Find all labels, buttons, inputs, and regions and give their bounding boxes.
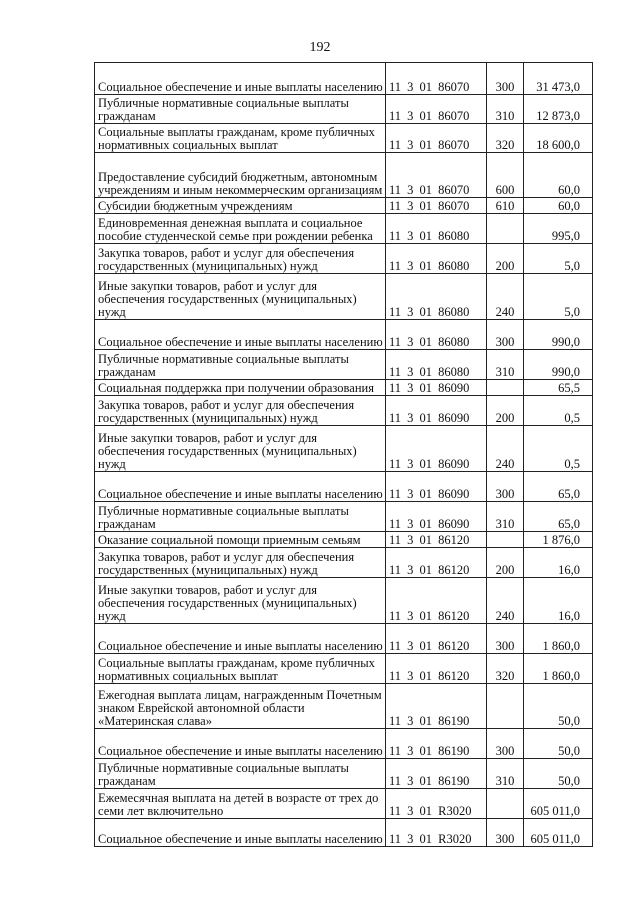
row-name-cell: Социальное обеспечение и иные выплаты населению xyxy=(95,63,386,95)
row-expense-type-cell: 300 xyxy=(487,729,524,759)
table-row xyxy=(95,729,593,759)
row-code-cell: 11 3 01 86080 xyxy=(386,350,487,380)
row-amount-cell: 0,5 xyxy=(524,396,593,426)
row-expense-type-cell: 320 xyxy=(487,124,524,153)
table-row xyxy=(95,124,593,153)
table-row xyxy=(95,153,593,198)
row-amount-cell: 605 011,0 xyxy=(524,789,593,819)
table-row xyxy=(95,198,593,214)
row-expense-type-cell xyxy=(487,532,524,548)
row-amount-cell: 995,0 xyxy=(524,214,593,244)
row-amount-cell: 1 876,0 xyxy=(524,532,593,548)
row-expense-type-cell: 310 xyxy=(487,95,524,124)
row-amount-cell: 50,0 xyxy=(524,729,593,759)
row-amount-cell: 65,0 xyxy=(524,472,593,502)
row-amount-cell: 16,0 xyxy=(524,578,593,624)
table-row xyxy=(95,63,593,95)
row-name-cell: Закупка товаров, работ и услуг для обеспечения государственных (муниципальных) нужд xyxy=(95,548,386,578)
row-name-cell: Социальное обеспечение и иные выплаты населению xyxy=(95,320,386,350)
row-name-cell: Закупка товаров, работ и услуг для обеспечения государственных (муниципальных) нужд xyxy=(95,244,386,274)
table-row xyxy=(95,380,593,396)
table-row xyxy=(95,819,593,847)
row-code-cell: 11 3 01 86120 xyxy=(386,654,487,684)
row-name-cell: Иные закупки товаров, работ и услуг для обеспечения государственных (муниципальных) нужд xyxy=(95,274,386,320)
row-amount-cell: 31 473,0 xyxy=(524,63,593,95)
row-expense-type-cell: 310 xyxy=(487,350,524,380)
row-expense-type-cell: 300 xyxy=(487,320,524,350)
row-code-cell: 11 3 01 86070 xyxy=(386,63,487,95)
row-amount-cell: 60,0 xyxy=(524,153,593,198)
row-code-cell: 11 3 01 86190 xyxy=(386,729,487,759)
row-amount-cell: 5,0 xyxy=(524,244,593,274)
row-amount-cell: 605 011,0 xyxy=(524,819,593,847)
table-row xyxy=(95,759,593,789)
row-code-cell: 11 3 01 86070 xyxy=(386,124,487,153)
row-amount-cell: 1 860,0 xyxy=(524,654,593,684)
row-amount-cell: 990,0 xyxy=(524,350,593,380)
row-name-cell: Публичные нормативные социальные выплаты гражданам xyxy=(95,95,386,124)
row-name-cell: Публичные нормативные социальные выплаты гражданам xyxy=(95,502,386,532)
row-name-cell: Оказание социальной помощи приемным семьям xyxy=(95,532,386,548)
row-expense-type-cell: 320 xyxy=(487,654,524,684)
row-name-cell: Иные закупки товаров, работ и услуг для обеспечения государственных (муниципальных) нужд xyxy=(95,426,386,472)
row-expense-type-cell xyxy=(487,684,524,729)
table-row xyxy=(95,789,593,819)
row-name-cell: Публичные нормативные социальные выплаты гражданам xyxy=(95,759,386,789)
table-row xyxy=(95,320,593,350)
table-row xyxy=(95,472,593,502)
row-expense-type-cell: 600 xyxy=(487,153,524,198)
row-code-cell: 11 3 01 86090 xyxy=(386,502,487,532)
row-code-cell: 11 3 01 86070 xyxy=(386,153,487,198)
row-amount-cell: 65,0 xyxy=(524,502,593,532)
row-code-cell: 11 3 01 R3020 xyxy=(386,819,487,847)
row-code-cell: 11 3 01 86090 xyxy=(386,426,487,472)
row-expense-type-cell: 200 xyxy=(487,396,524,426)
row-code-cell: 11 3 01 86070 xyxy=(386,95,487,124)
row-amount-cell: 16,0 xyxy=(524,548,593,578)
row-name-cell: Единовременная денежная выплата и социальное пособие студенческой семье при рождении ребенка xyxy=(95,214,386,244)
row-name-cell: Закупка товаров, работ и услуг для обеспечения государственных (муниципальных) нужд xyxy=(95,396,386,426)
table-row xyxy=(95,214,593,244)
row-amount-cell: 5,0 xyxy=(524,274,593,320)
row-expense-type-cell: 300 xyxy=(487,819,524,847)
row-expense-type-cell: 240 xyxy=(487,274,524,320)
row-code-cell: 11 3 01 86190 xyxy=(386,759,487,789)
row-expense-type-cell: 240 xyxy=(487,578,524,624)
row-expense-type-cell: 310 xyxy=(487,502,524,532)
row-expense-type-cell xyxy=(487,214,524,244)
table-row xyxy=(95,274,593,320)
row-expense-type-cell: 240 xyxy=(487,426,524,472)
table-row xyxy=(95,654,593,684)
row-amount-cell: 50,0 xyxy=(524,759,593,789)
row-expense-type-cell xyxy=(487,380,524,396)
table-row xyxy=(95,502,593,532)
row-code-cell: 11 3 01 86120 xyxy=(386,578,487,624)
row-expense-type-cell xyxy=(487,789,524,819)
row-amount-cell: 18 600,0 xyxy=(524,124,593,153)
table-row xyxy=(95,532,593,548)
page-number: 192 xyxy=(309,40,331,55)
row-code-cell: 11 3 01 86080 xyxy=(386,244,487,274)
row-expense-type-cell: 310 xyxy=(487,759,524,789)
table-row xyxy=(95,95,593,124)
row-code-cell: 11 3 01 86120 xyxy=(386,532,487,548)
row-amount-cell: 12 873,0 xyxy=(524,95,593,124)
row-code-cell: 11 3 01 86090 xyxy=(386,472,487,502)
row-expense-type-cell: 200 xyxy=(487,244,524,274)
row-name-cell: Предоставление субсидий бюджетным, автономным учреждениям и иным некоммерческим организациям xyxy=(95,153,386,198)
row-name-cell: Ежегодная выплата лицам, награжденным Почетным знаком Еврейской автономной области «Материнская слава» xyxy=(95,684,386,729)
row-amount-cell: 990,0 xyxy=(524,320,593,350)
row-name-cell: Социальное обеспечение и иные выплаты населению xyxy=(95,819,386,847)
row-name-cell: Социальное обеспечение и иные выплаты населению xyxy=(95,624,386,654)
row-expense-type-cell: 300 xyxy=(487,472,524,502)
table-row xyxy=(95,578,593,624)
row-expense-type-cell: 610 xyxy=(487,198,524,214)
row-amount-cell: 0,5 xyxy=(524,426,593,472)
row-name-cell: Ежемесячная выплата на детей в возрасте от трех до семи лет включительно xyxy=(95,789,386,819)
row-amount-cell: 65,5 xyxy=(524,380,593,396)
row-expense-type-cell: 200 xyxy=(487,548,524,578)
row-code-cell: 11 3 01 86080 xyxy=(386,214,487,244)
row-code-cell: 11 3 01 86080 xyxy=(386,320,487,350)
row-code-cell: 11 3 01 86120 xyxy=(386,548,487,578)
row-name-cell: Иные закупки товаров, работ и услуг для обеспечения государственных (муниципальных) нужд xyxy=(95,578,386,624)
row-amount-cell: 50,0 xyxy=(524,684,593,729)
table-row xyxy=(95,396,593,426)
row-code-cell: 11 3 01 86080 xyxy=(386,274,487,320)
table-row xyxy=(95,624,593,654)
row-code-cell: 11 3 01 86090 xyxy=(386,396,487,426)
table-row xyxy=(95,244,593,274)
row-expense-type-cell: 300 xyxy=(487,63,524,95)
row-amount-cell: 60,0 xyxy=(524,198,593,214)
row-code-cell: 11 3 01 86190 xyxy=(386,684,487,729)
row-expense-type-cell: 300 xyxy=(487,624,524,654)
row-name-cell: Социальная поддержка при получении образования xyxy=(95,380,386,396)
row-code-cell: 11 3 01 86070 xyxy=(386,198,487,214)
row-name-cell: Социальное обеспечение и иные выплаты населению xyxy=(95,729,386,759)
row-name-cell: Социальные выплаты гражданам, кроме публичных нормативных социальных выплат xyxy=(95,124,386,153)
budget-table xyxy=(94,62,593,847)
row-name-cell: Публичные нормативные социальные выплаты гражданам xyxy=(95,350,386,380)
row-amount-cell: 1 860,0 xyxy=(524,624,593,654)
row-name-cell: Субсидии бюджетным учреждениям xyxy=(95,198,386,214)
row-code-cell: 11 3 01 86120 xyxy=(386,624,487,654)
row-name-cell: Социальные выплаты гражданам, кроме публичных нормативных социальных выплат xyxy=(95,654,386,684)
row-code-cell: 11 3 01 86090 xyxy=(386,380,487,396)
table-row xyxy=(95,350,593,380)
row-code-cell: 11 3 01 R3020 xyxy=(386,789,487,819)
table-row xyxy=(95,548,593,578)
row-name-cell: Социальное обеспечение и иные выплаты населению xyxy=(95,472,386,502)
table-row xyxy=(95,426,593,472)
table-row xyxy=(95,684,593,729)
